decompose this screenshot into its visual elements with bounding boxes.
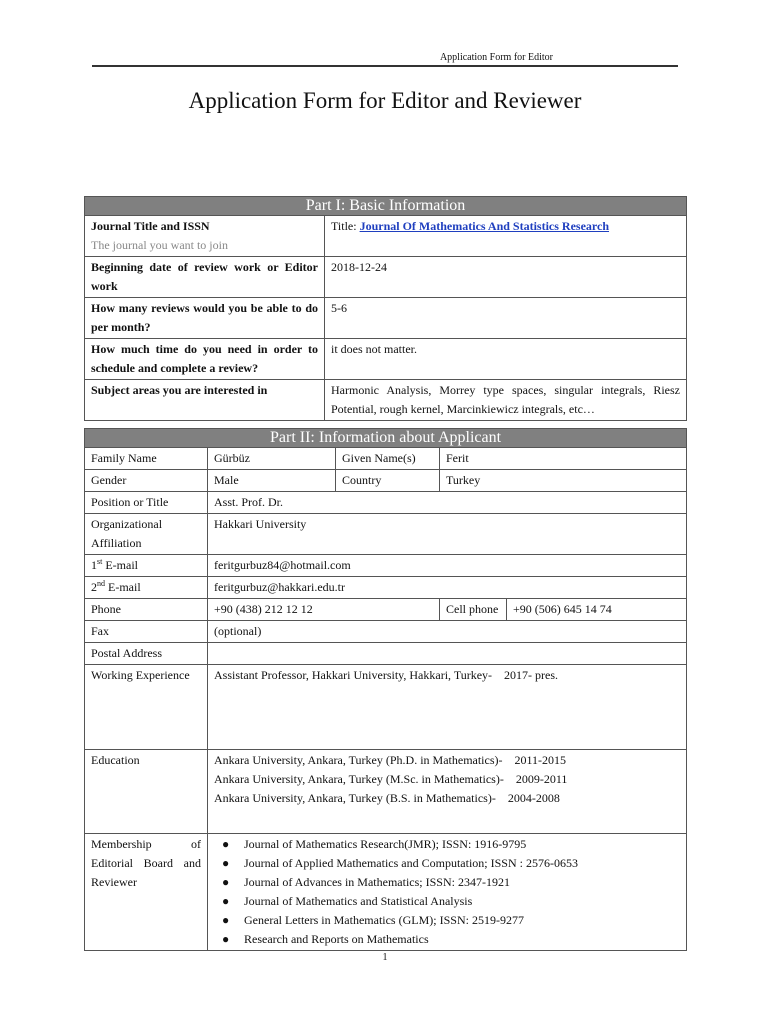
journal-label: Journal Title and ISSN [91, 219, 210, 233]
membership-text: Journal of Mathematics and Statistical Analysis [244, 894, 473, 908]
email1-value: feritgurbuz84@hotmail.com [208, 555, 687, 577]
membership-value [208, 834, 687, 951]
membership-item [222, 892, 680, 911]
education-entry-phd: Ankara University, Ankara, Turkey (Ph.D. in Mathematics)- 2011-2015 [214, 753, 567, 767]
postal-address-value [208, 643, 687, 665]
document-title: Application Form for Editor and Reviewer [188, 88, 582, 113]
membership-item [222, 911, 680, 930]
basic-info-table [84, 196, 687, 421]
gender-value: Male [208, 470, 336, 492]
fax-label: Fax [85, 621, 208, 643]
phone-label: Phone [85, 599, 208, 621]
review-time-label: How much time do you need in order to schedule and complete a review? [85, 339, 325, 380]
email1-text: E-mail [102, 558, 138, 572]
reviews-per-month-label: How many reviews would you be able to do per month? [85, 298, 325, 339]
email2-text: E-mail [105, 580, 141, 594]
journal-hint: The journal you want to join [91, 238, 228, 252]
reviews-per-month-value: 5-6 [325, 298, 687, 339]
working-experience-value: Assistant Professor, Hakkari University, Hakkari, Turkey- 2017- pres. [208, 665, 687, 750]
bullet-icon: ● [222, 875, 230, 889]
membership-item [222, 835, 680, 854]
journal-label-cell [85, 216, 325, 257]
education-value [208, 750, 687, 834]
membership-item [222, 873, 680, 892]
email2-value: feritgurbuz@hakkari.edu.tr [208, 577, 687, 599]
membership-item [222, 854, 680, 873]
membership-label: Membership of Editorial Board and Reviewer [85, 834, 208, 951]
review-time-value: it does not matter. [325, 339, 687, 380]
cell-phone-label: Cell phone [440, 599, 507, 621]
organization-label: Organizational Affiliation [85, 514, 208, 555]
bullet-icon: ● [222, 894, 230, 908]
country-value: Turkey [440, 470, 687, 492]
subject-areas-label: Subject areas you are interested in [85, 380, 325, 421]
bullet-icon: ● [222, 837, 230, 851]
email2-ordinal: nd [97, 579, 105, 588]
education-entry-bs: Ankara University, Ankara, Turkey (B.S. in Mathematics)- 2004-2008 [214, 791, 560, 805]
header-rule [92, 65, 678, 67]
fax-value: (optional) [208, 621, 687, 643]
cell-phone-value: +90 (506) 645 14 74 [507, 599, 687, 621]
bullet-icon: ● [222, 932, 230, 946]
family-name-label: Family Name [85, 448, 208, 470]
given-name-value: Ferit [440, 448, 687, 470]
journal-link[interactable]: Journal Of Mathematics And Statistics Research [359, 219, 610, 233]
given-name-label: Given Name(s) [336, 448, 440, 470]
running-header: Application Form for Editor [439, 52, 553, 63]
bullet-icon: ● [222, 913, 230, 927]
membership-text: Journal of Advances in Mathematics; ISSN: 2347-1921 [244, 875, 510, 889]
membership-item [222, 930, 680, 949]
education-label: Education [85, 750, 208, 834]
journal-value-cell [325, 216, 687, 257]
applicant-info-table [84, 428, 687, 951]
position-value: Asst. Prof. Dr. [208, 492, 687, 514]
email1-number: 1 [91, 558, 97, 572]
email1-ordinal: st [97, 557, 103, 566]
gender-label: Gender [85, 470, 208, 492]
country-label: Country [336, 470, 440, 492]
part2-heading: Part II: Information about Applicant [85, 429, 687, 448]
education-entry-msc: Ankara University, Ankara, Turkey (M.Sc. in Mathematics)- 2009-2011 [214, 772, 568, 786]
begin-date-value: 2018-12-24 [325, 257, 687, 298]
membership-text: General Letters in Mathematics (GLM); ISSN: 2519-9277 [244, 913, 524, 927]
page-number: 1 [382, 952, 388, 963]
organization-value: Hakkari University [208, 514, 687, 555]
email2-number: 2 [91, 580, 97, 594]
email2-label [85, 577, 208, 599]
working-experience-label: Working Experience [85, 665, 208, 750]
family-name-value: Gürbüz [208, 448, 336, 470]
postal-address-label: Postal Address [85, 643, 208, 665]
position-label: Position or Title [85, 492, 208, 514]
phone-value: +90 (438) 212 12 12 [208, 599, 440, 621]
membership-text: Research and Reports on Mathematics [244, 932, 429, 946]
begin-date-label: Beginning date of review work or Editor work [85, 257, 325, 298]
journal-title-prefix: Title: [331, 219, 360, 233]
membership-text: Journal of Mathematics Research(JMR); ISSN: 1916-9795 [244, 837, 527, 851]
membership-list [214, 835, 680, 949]
membership-text: Journal of Applied Mathematics and Computation; ISSN : 2576-0653 [244, 856, 578, 870]
email1-label [85, 555, 208, 577]
subject-areas-value: Harmonic Analysis, Morrey type spaces, singular integrals, Riesz Potential, rough kernel, Marcinkiewicz integrals, etc… [325, 380, 687, 421]
bullet-icon: ● [222, 856, 230, 870]
part1-heading: Part I: Basic Information [85, 197, 687, 216]
